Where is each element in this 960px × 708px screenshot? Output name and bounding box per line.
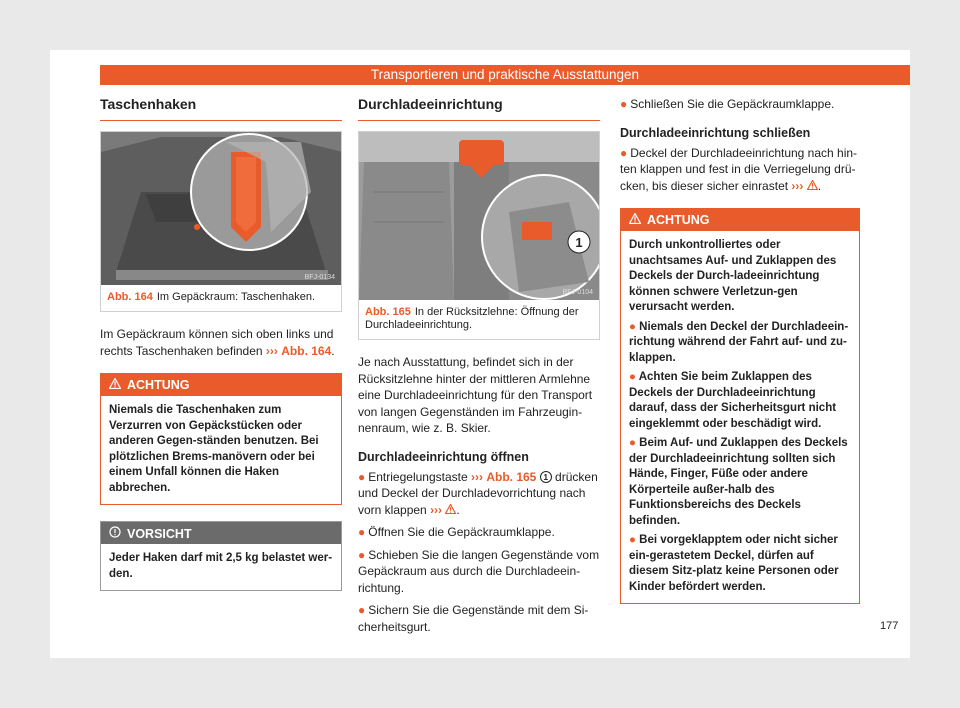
caption-text: In der Rücksitzlehne: Öffnung der Durchladeeinrichtung. xyxy=(365,306,579,331)
figure-165 xyxy=(358,131,600,340)
caution-label: VORSICHT xyxy=(127,527,192,541)
warning-label: ACHTUNG xyxy=(127,378,190,392)
list-item: ● Deckel der Durchladeeinrichtung nach hin-ten klappen und fest in die Verriegelung drü-cken, bis dieser sicher einrastet ››› . xyxy=(620,145,858,193)
figure-caption-164 xyxy=(101,285,341,311)
warning-triangle-icon xyxy=(109,378,121,392)
warning-label: ACHTUNG xyxy=(647,213,710,227)
section-title-durchladeeinrichtung: Durchladeeinrichtung xyxy=(358,96,600,121)
bullet-dot: ● xyxy=(358,469,366,484)
warning-content xyxy=(621,231,859,603)
rear-seat-illustration xyxy=(359,132,599,300)
warning-item: ● Achten Sie beim Zuklappen des Deckels der Durchladeeinrichtung darauf, dass der Sicherheitsgurt nicht eingeklemmt oder beschädigt wird. xyxy=(629,371,837,430)
caution-box xyxy=(100,521,342,591)
figure-link-164[interactable]: Abb. 164 xyxy=(281,343,332,358)
caption-text: Im Gepäckraum: Taschenhaken. xyxy=(156,291,316,303)
warning-header xyxy=(621,209,859,231)
paragraph-text: Im Gepäckraum können sich oben links und rechts Taschenhaken befinden xyxy=(100,327,334,358)
list-item: ● Öffnen Sie die Gepäckraumklappe. xyxy=(358,525,555,539)
ref-arrows: ››› xyxy=(791,178,804,193)
subheading-open: Durchladeeinrichtung öffnen xyxy=(358,449,529,464)
figure-link-165[interactable]: Abb. 165 xyxy=(486,469,537,484)
trunk-illustration xyxy=(101,132,341,285)
warning-header xyxy=(101,374,341,396)
body-paragraph xyxy=(100,326,342,359)
chapter-header: Transportieren und praktische Ausstattungen xyxy=(100,65,910,85)
callout-number: 1 xyxy=(540,471,552,483)
warning-item: ● Beim Auf- und Zuklappen des Deckels der Durchladeeinrichtung sollten sich Hände, Finger, Füße oder andere Körperteile außer-halb des Funktionsbereichs des Deckels befinden. xyxy=(629,437,848,527)
column-taschenhaken xyxy=(100,96,342,591)
page xyxy=(50,50,910,658)
list-item: ● Entriegelungstaste ››› Abb. 165 1 drücken und Deckel der Durchladevorrichtung nach vorn klappen ››› . xyxy=(358,469,598,517)
rear-seat-photo xyxy=(359,132,599,300)
ref-arrows: ››› xyxy=(265,343,278,358)
period: . xyxy=(331,343,335,358)
warning-ref-icon[interactable] xyxy=(807,179,818,193)
trunk-photo xyxy=(101,132,341,285)
info-circle-icon xyxy=(109,526,121,541)
list-item: ● Sichern Sie die Gegenstände mit dem Si-cherheitsgurt. xyxy=(358,603,589,634)
figure-164 xyxy=(100,131,342,312)
warning-box xyxy=(100,373,342,505)
warning-ref-icon[interactable] xyxy=(445,503,456,517)
ref-arrows: ››› xyxy=(471,469,483,484)
column-continued xyxy=(620,96,860,604)
list-item: ● Schließen Sie die Gepäckraumklappe. xyxy=(620,97,835,111)
warning-intro: Durch unkontrolliertes oder unachtsames Auf- und Zuklappen des Deckels der Durch-ladeeinrichtung können schwere Verletzun-gen verursacht werden. xyxy=(629,239,837,313)
caution-text: Jeder Haken darf mit 2,5 kg belastet wer-den. xyxy=(109,552,333,580)
ref-arrows: ››› xyxy=(430,502,443,517)
image-code: BFJ-0104 xyxy=(562,289,593,296)
list-item: ● Schieben Sie die langen Gegenstände vom Gepäckraum aus durch die Durchladeein-richtung. xyxy=(358,547,600,595)
figure-caption-165 xyxy=(359,300,599,339)
warning-box xyxy=(620,208,860,604)
figure-label: Abb. 164 xyxy=(107,291,153,303)
image-code: BFJ-0134 xyxy=(304,274,335,281)
subheading-close: Durchladeeinrichtung schließen xyxy=(620,125,811,140)
figure-label: Abb. 165 xyxy=(365,306,411,318)
warning-item: ● Bei vorgeklapptem oder nicht sicher ein-gerastetem Deckel, dürfen auf diesem Sitz-platz keine Personen oder Kinder befördert werden. xyxy=(629,534,839,593)
body-paragraph: Je nach Ausstattung, befindet sich in der Rücksitzlehne hinter der mittleren Armlehne eine Durchladeeinrichtung für den Transport von langen Gegenständen im Fahrzeugin-nenraum, wie z. B. Skier. xyxy=(358,355,593,435)
page-number: 177 xyxy=(880,620,899,632)
warning-triangle-icon xyxy=(629,213,641,227)
column-durchladeeinrichtung xyxy=(358,96,600,641)
warning-item: ● Niemals den Deckel der Durchladeein-richtung während der Fahrt auf- und zu-klappen. xyxy=(629,320,849,364)
caution-header xyxy=(101,522,341,544)
warning-text: Niemals die Taschenhaken zum Verzurren von Gepäckstücken oder anderen Gegen-ständen benutzen. Bei plötzlichen Brems-manövern oder bei einem Unfall können die Haken abbrechen. xyxy=(109,404,319,494)
section-title-taschenhaken: Taschenhaken xyxy=(100,96,342,121)
marker-1: 1 xyxy=(575,235,583,250)
